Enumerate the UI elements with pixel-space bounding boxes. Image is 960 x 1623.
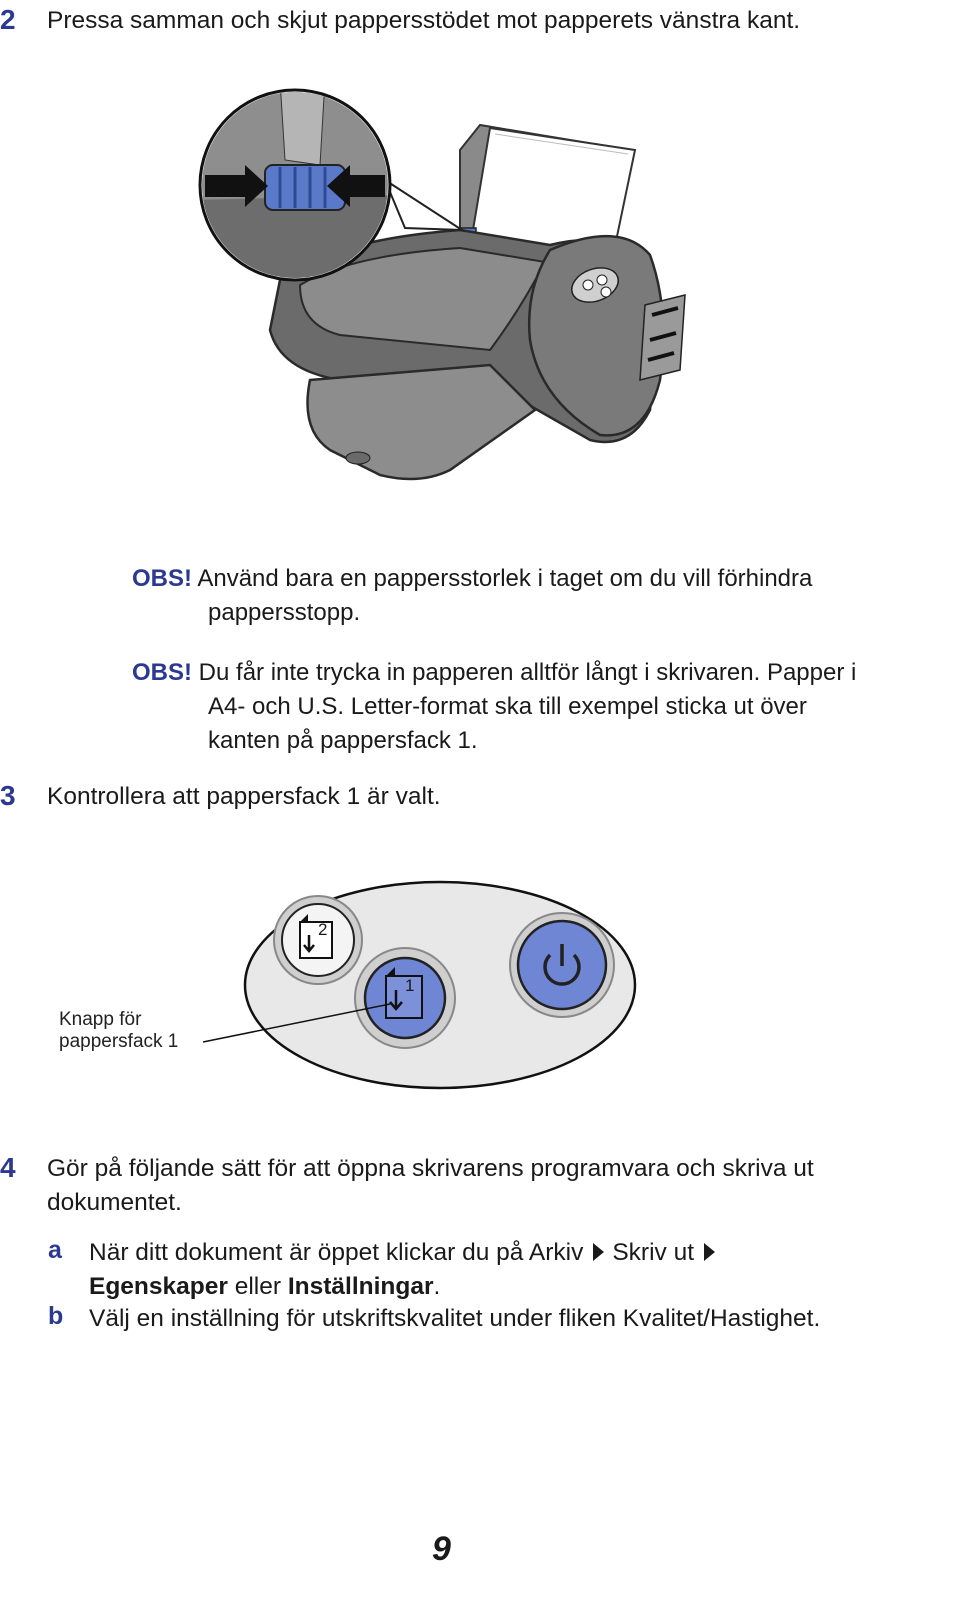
note-1 [132, 562, 932, 630]
note-1-text-cont: pappersstopp. [208, 599, 361, 626]
callout-line-2: pappersfack 1 [59, 1031, 179, 1052]
tray-1-number: 1 [405, 976, 415, 995]
substep-letter-a: a [48, 1236, 62, 1264]
substep-a-bold2: Inställningar [287, 1273, 434, 1300]
note-label: OBS! [132, 659, 192, 686]
callout-leader-line [200, 1000, 400, 1050]
breadcrumb-arrow-icon [593, 1243, 604, 1261]
step-4-text [47, 1152, 947, 1220]
printer-illustration [190, 80, 710, 500]
substep-letter-b: b [48, 1302, 64, 1330]
substep-a-crumb2: Skriv ut [612, 1239, 695, 1266]
note-2-text-cont2: kanten på pappersfack 1. [208, 727, 478, 754]
step-number-2: 2 [0, 4, 16, 35]
substep-a-end: . [433, 1273, 441, 1300]
breadcrumb-arrow-icon [704, 1243, 715, 1261]
tray-2-number: 2 [318, 920, 328, 939]
substep-a-bold1: Egenskaper [89, 1273, 228, 1300]
step-number-4: 4 [0, 1152, 16, 1183]
step-number-3: 3 [0, 780, 16, 811]
page-number: 9 [432, 1530, 451, 1568]
substep-b-text: Välj en inställning för utskriftskvalitet under fliken Kvalitet/Hastighet. [89, 1305, 821, 1332]
note-1-text: Använd bara en pappersstorlek i taget om du vill förhindra [197, 565, 813, 592]
callout-line-1: Knapp för [59, 1009, 142, 1030]
control-panel-illustration [200, 880, 660, 1100]
step-3-text: Kontrollera att pappersfack 1 är valt. [47, 783, 441, 810]
substep-a-text [89, 1236, 949, 1304]
step-4-text-line2: dokumentet. [47, 1189, 182, 1216]
callout-label [59, 1009, 178, 1053]
note-label: OBS! [132, 565, 192, 592]
note-2-text-cont: A4- och U.S. Letter-format ska till exempel sticka ut över [208, 693, 807, 720]
substep-a-mid: eller [227, 1273, 288, 1300]
note-2 [132, 656, 942, 758]
note-2-text: Du får inte trycka in papperen alltför långt i skrivaren. Papper i [198, 659, 857, 686]
step-2-text: Pressa samman och skjut pappersstödet mot papperets vänstra kant. [47, 7, 801, 34]
substep-a-pre: När ditt dokument är öppet klickar du på Arkiv [89, 1239, 584, 1266]
step-4-text-line1: Gör på följande sätt för att öppna skrivarens programvara och skriva ut [47, 1155, 814, 1182]
